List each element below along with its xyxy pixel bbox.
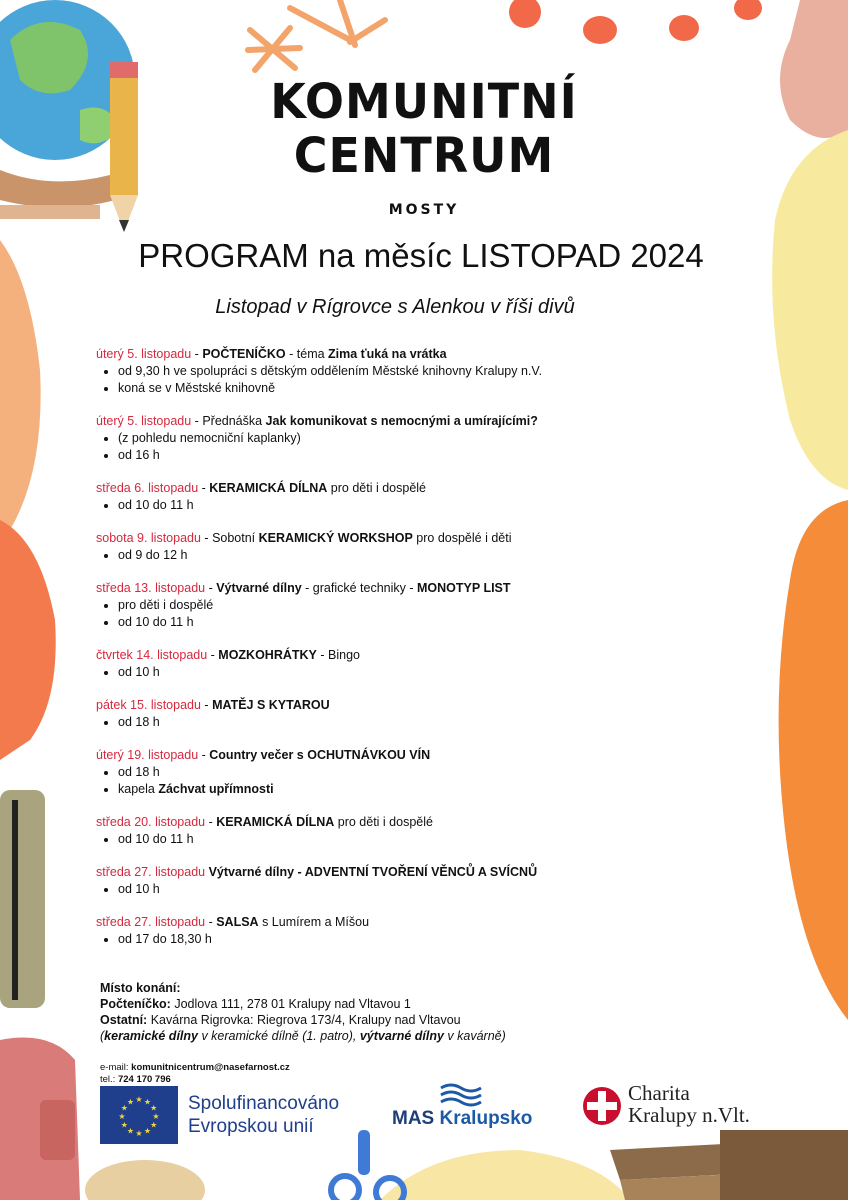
eu-cofunding-logo: [100, 1086, 346, 1144]
title-line-2: CENTRUM: [293, 126, 555, 184]
event-detail: • od 16 h: [118, 447, 656, 464]
event-title: Přednáška Jak komunikovat s nemocnými a umírajícími?: [202, 414, 538, 428]
event-headline: [96, 413, 656, 430]
event-title: KERAMICKÁ DÍLNA pro děti i dospělé: [216, 815, 433, 829]
event-detail: • od 10 h: [118, 881, 656, 898]
eu-text-line-2: Evropskou unií: [188, 1116, 314, 1137]
event-item: [96, 864, 656, 898]
event-title: Výtvarné dílny - grafické techniky - MONOTYP LIST: [216, 581, 511, 595]
event-date: pátek 15. listopadu: [96, 698, 201, 712]
event-separator: -: [191, 414, 203, 428]
event-item: [96, 580, 656, 631]
event-date: úterý 5. listopadu: [96, 347, 192, 361]
charita-text-line-2: Kralupy n.Vlt.: [628, 1103, 750, 1127]
event-headline: [96, 647, 656, 664]
phone-number[interactable]: 724 170 796: [117, 1074, 171, 1085]
event-headline: [96, 480, 656, 497]
event-list: [96, 346, 656, 964]
event-detail: • od 18 h: [118, 764, 656, 781]
event-separator: -: [198, 748, 210, 762]
event-date: čtvrtek 14. listopadu: [96, 648, 208, 662]
event-detail: • pro děti i dospělé: [118, 597, 656, 614]
event-details: [96, 430, 656, 464]
event-detail: • (z pohledu nemocniční kaplanky): [118, 430, 656, 447]
eu-flag-icon: [100, 1086, 178, 1144]
event-title: KERAMICKÁ DÍLNA pro děti i dospělé: [209, 481, 427, 495]
kralupsko-text: Kralupsko: [439, 1108, 533, 1129]
event-details: [96, 764, 656, 798]
charita-text-line-1: Charita: [628, 1081, 690, 1105]
mas-text: MAS: [392, 1108, 440, 1129]
title-line-1: KOMUNITNÍ: [270, 72, 578, 130]
event-title: Sobotní KERAMICKÝ WORKSHOP pro dospělé i děti: [212, 531, 512, 545]
event-separator: -: [200, 531, 213, 545]
event-separator: -: [205, 815, 217, 829]
bottom-yellow-decoration: [380, 1150, 630, 1200]
event-detail: • od 18 h: [118, 714, 656, 731]
bottom-circle-decoration: [85, 1160, 205, 1200]
event-item: [96, 914, 656, 948]
eu-star-icon: ★: [118, 1112, 126, 1121]
event-date: středa 27. listopadu: [96, 865, 206, 879]
venue-label-1: Počteníčko:: [100, 997, 171, 1011]
event-details: [96, 881, 656, 898]
event-item: [96, 530, 656, 564]
charita-logo: [582, 1082, 782, 1132]
event-headline: [96, 814, 656, 831]
tel-label: tel.:: [100, 1074, 118, 1085]
event-headline: [96, 580, 656, 597]
charita-cross-icon: [582, 1086, 622, 1126]
right-orange-blob: [779, 500, 848, 1020]
event-details: [96, 714, 656, 731]
event-item: [96, 413, 656, 464]
event-headline: [96, 530, 656, 547]
venue-info: [100, 980, 660, 1044]
event-headline: [96, 346, 656, 363]
event-title: Výtvarné dílny - ADVENTNÍ TVOŘENÍ VĚNCŮ A SVÍCNŮ: [208, 865, 538, 879]
event-item: [96, 747, 656, 798]
event-title: Country večer s OCHUTNÁVKOU VÍN: [209, 748, 431, 762]
eu-star-icon: ★: [135, 1095, 143, 1104]
tagline: Listopad v Rígrovce s Alenkou v říši divů: [215, 296, 575, 318]
event-date: středa 27. listopadu: [96, 915, 206, 929]
event-item: [96, 480, 656, 514]
books-stack-illustration: [610, 1130, 848, 1200]
event-separator: -: [207, 648, 219, 662]
event-detail: • od 10 h: [118, 664, 656, 681]
event-separator: -: [205, 915, 217, 929]
event-details: [96, 547, 656, 564]
mas-kralupsko-logo: [392, 1082, 537, 1134]
event-title: SALSA s Lumírem a Míšou: [216, 915, 370, 929]
event-details: [96, 363, 656, 397]
event-separator: -: [205, 581, 217, 595]
contact-info: [100, 1062, 290, 1086]
venue-label-2: Ostatní:: [100, 1013, 148, 1027]
event-title: MATĚJ S KYTAROU: [212, 698, 330, 712]
eu-star-icon: ★: [126, 1097, 135, 1107]
backpack-illustration: [0, 1038, 80, 1200]
event-date: úterý 5. listopadu: [96, 414, 192, 428]
left-peach-blob: [0, 240, 41, 540]
event-detail: • od 9,30 h ve spolupráci s dětským oddělením Městské knihovny Kralupy n.V.: [118, 363, 656, 380]
event-details: [96, 597, 656, 631]
event-detail: • od 17 do 18,30 h: [118, 931, 656, 948]
event-title: POČTENÍČKO - téma Zima ťuká na vrátka: [202, 347, 447, 361]
event-date: středa 13. listopadu: [96, 581, 206, 595]
eu-star-icon: ★: [120, 1103, 128, 1113]
event-date: sobota 9. listopadu: [96, 531, 201, 545]
event-date: úterý 19. listopadu: [96, 748, 199, 762]
event-detail: • od 10 do 11 h: [118, 614, 656, 631]
eu-star-icon: ★: [152, 1112, 160, 1121]
event-item: [96, 346, 656, 397]
event-separator: -: [200, 698, 213, 712]
eu-star-icon: ★: [150, 1120, 158, 1130]
email-link[interactable]: komunitnicentrum@nasefarnost.cz: [131, 1062, 290, 1073]
venue-text-1: Jodlova 111, 278 01 Kralupy nad Vltavou 1: [170, 997, 411, 1011]
eu-star-icon: ★: [135, 1129, 143, 1138]
event-item: [96, 647, 656, 681]
starburst-illustration: [248, 0, 385, 70]
event-detail: • od 10 do 11 h: [118, 831, 656, 848]
event-separator: -: [191, 347, 203, 361]
event-date: středa 20. listopadu: [96, 815, 206, 829]
event-detail: • od 10 do 11 h: [118, 497, 656, 514]
program-heading: PROGRAM na měsíc LISTOPAD 2024: [138, 237, 704, 274]
event-detail: • koná se v Městské knihovně: [118, 380, 656, 397]
venue-text-2: Kavárna Rigrovka: Riegrova 173/4, Kralupy nad Vltavou: [147, 1013, 461, 1027]
waves-icon: [436, 1082, 486, 1108]
venue-note: (keramické dílny v keramické dílně (1. patro), výtvarné dílny v kavárně): [100, 1029, 506, 1043]
dot-decorations: [509, 0, 762, 44]
event-details: [96, 497, 656, 514]
event-title: MOZKOHRÁTKY - Bingo: [218, 648, 360, 662]
eu-star-icon: ★: [143, 1097, 152, 1107]
eu-text-line-1: Spolufinancováno: [188, 1093, 340, 1114]
email-label: e-mail:: [100, 1062, 132, 1073]
event-headline: [96, 914, 656, 931]
event-details: [96, 831, 656, 848]
venue-heading: Místo konání:: [100, 981, 181, 995]
event-date: středa 6. listopadu: [96, 481, 199, 495]
subtitle: MOSTY: [388, 202, 460, 218]
event-details: [96, 931, 656, 948]
eu-star-icon: ★: [143, 1126, 152, 1136]
eu-star-icon: ★: [126, 1126, 135, 1136]
event-details: [96, 664, 656, 681]
event-headline: [96, 697, 656, 714]
event-headline: [96, 864, 656, 881]
event-item: [96, 814, 656, 848]
event-headline: [96, 747, 656, 764]
eu-star-icon: ★: [120, 1120, 128, 1130]
book-illustration: [0, 790, 45, 1008]
event-detail: • od 9 do 12 h: [118, 547, 656, 564]
event-detail: • kapela Záchvat upřímnosti: [118, 781, 656, 798]
event-item: [96, 697, 656, 731]
left-orange-blob: [0, 520, 56, 760]
event-separator: -: [198, 481, 210, 495]
eu-star-icon: ★: [150, 1103, 158, 1113]
